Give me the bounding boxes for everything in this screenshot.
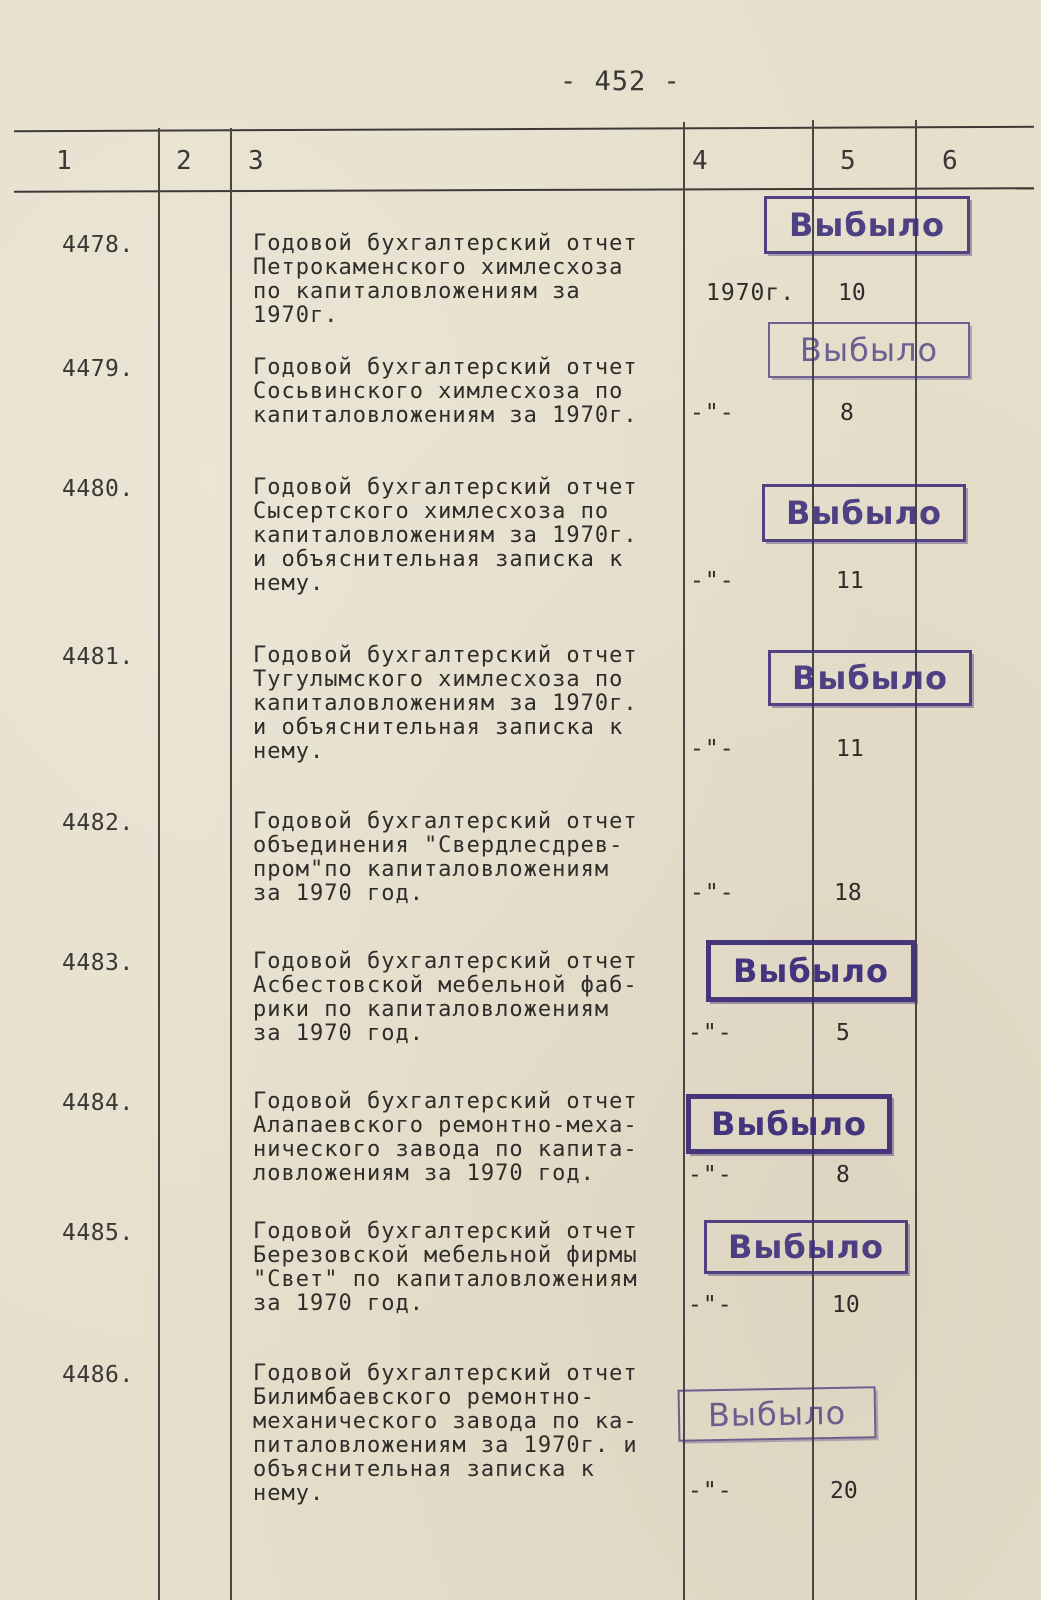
entry-description: Годовой бухгалтерский отчет Сосьвинского химлесхоза по капиталовложениям за 1970г. [253, 355, 638, 428]
column-header-4: 4 [692, 146, 708, 176]
entry-date: 1970г. [706, 280, 796, 306]
entry-number: 4480. [62, 476, 134, 502]
entry-description: Годовой бухгалтерский отчет Билимбаевского ремонтно- механического завода по ка- питаловложениям за 1970г. и объяснительная записка к нему. [253, 1361, 638, 1506]
header-bottom-rule [14, 187, 1034, 193]
column-header-6: 6 [942, 146, 958, 176]
withdrawn-stamp: Выбыло [704, 1220, 908, 1274]
entry-number: 4482. [62, 810, 134, 836]
entry-sheet-count: 8 [840, 400, 854, 426]
entry-number: 4483. [62, 950, 134, 976]
entry-sheet-count: 11 [836, 736, 864, 762]
entry-number: 4479. [62, 356, 134, 382]
entry-description: Годовой бухгалтерский отчет Тугулымского химлесхоза по капиталовложениям за 1970г. и объяснительная записка к нему. [253, 643, 638, 764]
entry-date: -"- [690, 568, 735, 594]
entry-sheet-count: 8 [836, 1162, 850, 1188]
column-header-3: 3 [248, 146, 264, 176]
entry-date: -"- [690, 400, 735, 426]
entry-date: -"- [690, 880, 735, 906]
entry-number: 4486. [62, 1362, 134, 1388]
entry-description: Годовой бухгалтерский отчет Асбестовской мебельной фаб- рики по капиталовложениям за 1970 год. [253, 949, 638, 1046]
column-divider-3-4 [683, 122, 685, 1600]
entry-sheet-count: 5 [836, 1020, 850, 1046]
withdrawn-stamp: Выбыло [762, 484, 966, 542]
withdrawn-stamp: Выбыло [706, 940, 916, 1002]
entry-number: 4481. [62, 644, 134, 670]
withdrawn-stamp: Выбыло [768, 322, 970, 378]
entry-description: Годовой бухгалтерский отчет Алапаевского ремонтно-меха- нического завода по капита- ловложениям за 1970 год. [253, 1089, 638, 1186]
entry-date: -"- [688, 1478, 733, 1504]
entry-date: -"- [688, 1292, 733, 1318]
entry-number: 4478. [62, 232, 134, 258]
page-number: - 452 - [560, 66, 681, 97]
entry-description: Годовой бухгалтерский отчет Петрокаменского химлесхоза по капиталовложениям за 1970г. [253, 231, 638, 328]
entry-description: Годовой бухгалтерский отчет объединения "Свердлесдрев- пром"по капиталовложениям за 1970 год. [253, 809, 638, 906]
entry-sheet-count: 20 [830, 1478, 858, 1504]
column-header-5: 5 [840, 146, 856, 176]
entry-description: Годовой бухгалтерский отчет Березовской мебельной фирмы "Свет" по капиталовложениям за 1970 год. [253, 1219, 638, 1316]
column-header-1: 1 [56, 146, 72, 176]
withdrawn-stamp: Выбыло [678, 1386, 877, 1441]
entry-sheet-count: 10 [838, 280, 866, 306]
column-divider-1-2 [158, 128, 160, 1600]
entry-sheet-count: 18 [834, 880, 862, 906]
column-divider-2-3 [230, 128, 232, 1600]
withdrawn-stamp: Выбыло [768, 650, 972, 706]
column-header-2: 2 [176, 146, 192, 176]
withdrawn-stamp: Выбыло [764, 196, 970, 254]
entry-sheet-count: 11 [836, 568, 864, 594]
entry-date: -"- [688, 1020, 733, 1046]
entry-description: Годовой бухгалтерский отчет Сысертского химлесхоза по капиталовложениям за 1970г. и объяснительная записка к нему. [253, 475, 638, 596]
withdrawn-stamp: Выбыло [686, 1094, 892, 1154]
entry-sheet-count: 10 [832, 1292, 860, 1318]
table-top-rule [14, 126, 1034, 132]
entry-date: -"- [688, 1162, 733, 1188]
entry-number: 4485. [62, 1220, 134, 1246]
entry-date: -"- [690, 736, 735, 762]
entry-number: 4484. [62, 1090, 134, 1116]
